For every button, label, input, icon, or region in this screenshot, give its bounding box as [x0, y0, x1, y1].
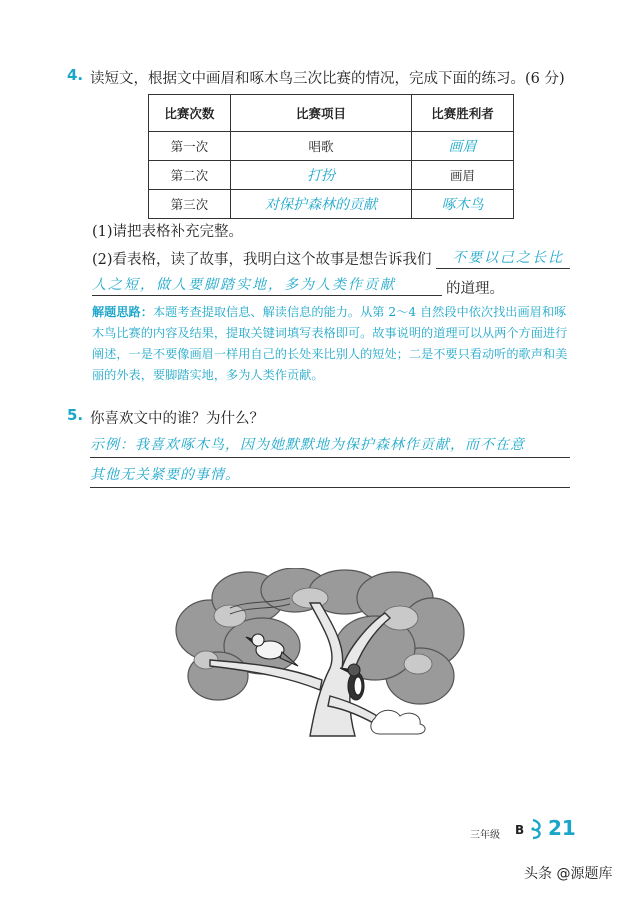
watermark: 头条 @源题库 — [524, 866, 613, 882]
question-4-prompt: 读短文，根据文中画眉和啄木鸟三次比赛的情况，完成下面的练习。(6 分) — [90, 71, 565, 87]
tree-birds-illustration — [170, 568, 470, 738]
table-cell-answer: 对保护森林的贡献 — [230, 190, 411, 219]
table-row — [149, 190, 514, 219]
table-cell: 第三次 — [149, 190, 231, 219]
table-cell-answer: 啄木鸟 — [412, 190, 514, 219]
solution-hint-text: 本题考查提取信息、解读信息的能力。从第 2～4 自然段中依次找出画眉和啄木鸟比赛的内容及结果，提取关键词填写表格即可。故事说明的道理可以从两个方面进行阐述，一是不要像画眉一样用自己的长处来比别人的短处；二是不要只看动听的歌声和美丽的外表，要脚踏实地，多为人类作贡献。 — [92, 305, 568, 382]
table-header: 比赛次数 — [149, 95, 231, 132]
table-cell-answer: 画眉 — [412, 132, 514, 161]
table-header-row — [149, 95, 514, 132]
question-4-number: 4. — [67, 66, 84, 84]
question-5-answer-line2: 其他无关紧要的事情。 — [90, 467, 240, 483]
footer-ornament-icon — [530, 818, 544, 840]
competition-table — [148, 94, 514, 219]
table-cell: 画眉 — [412, 161, 514, 190]
answer-underline — [436, 268, 570, 269]
question-5-prompt: 你喜欢文中的谁？为什么？ — [90, 411, 264, 427]
table-cell: 第一次 — [149, 132, 231, 161]
sub-question-1: (1)请把表格补充完整。 — [92, 224, 244, 240]
question-5-answer-line1: 示例：我喜欢啄木鸟，因为她默默地为保护森林作贡献，而不在意 — [90, 437, 525, 453]
page-number: 21 — [548, 816, 576, 840]
answer-underline — [90, 457, 570, 458]
table-header: 比赛项目 — [230, 95, 411, 132]
answer-underline — [92, 295, 442, 296]
solution-hint-label: 解题思路： — [92, 305, 153, 319]
sub-question-2-answer-line2: 人之短，做人要脚踏实地，多为人类作贡献 — [92, 277, 396, 293]
table-cell: 唱歌 — [230, 132, 411, 161]
footer-grade: 三年级 — [470, 830, 500, 841]
table-row — [149, 132, 514, 161]
solution-hint — [92, 302, 570, 386]
sub-question-2-suffix: 的道理。 — [446, 281, 504, 297]
table-cell: 第二次 — [149, 161, 231, 190]
table-row — [149, 161, 514, 190]
sub-question-2-prefix: (2)看表格，读了故事，我明白这个故事是想告诉我们 — [92, 252, 432, 268]
table-header: 比赛胜利者 — [412, 95, 514, 132]
table-cell-answer: 打扮 — [230, 161, 411, 190]
question-5-number: 5. — [67, 406, 84, 424]
sub-question-2-answer-line1: 不要以己之长比 — [452, 250, 564, 266]
answer-underline — [90, 487, 570, 488]
footer-edition: B — [515, 823, 525, 837]
